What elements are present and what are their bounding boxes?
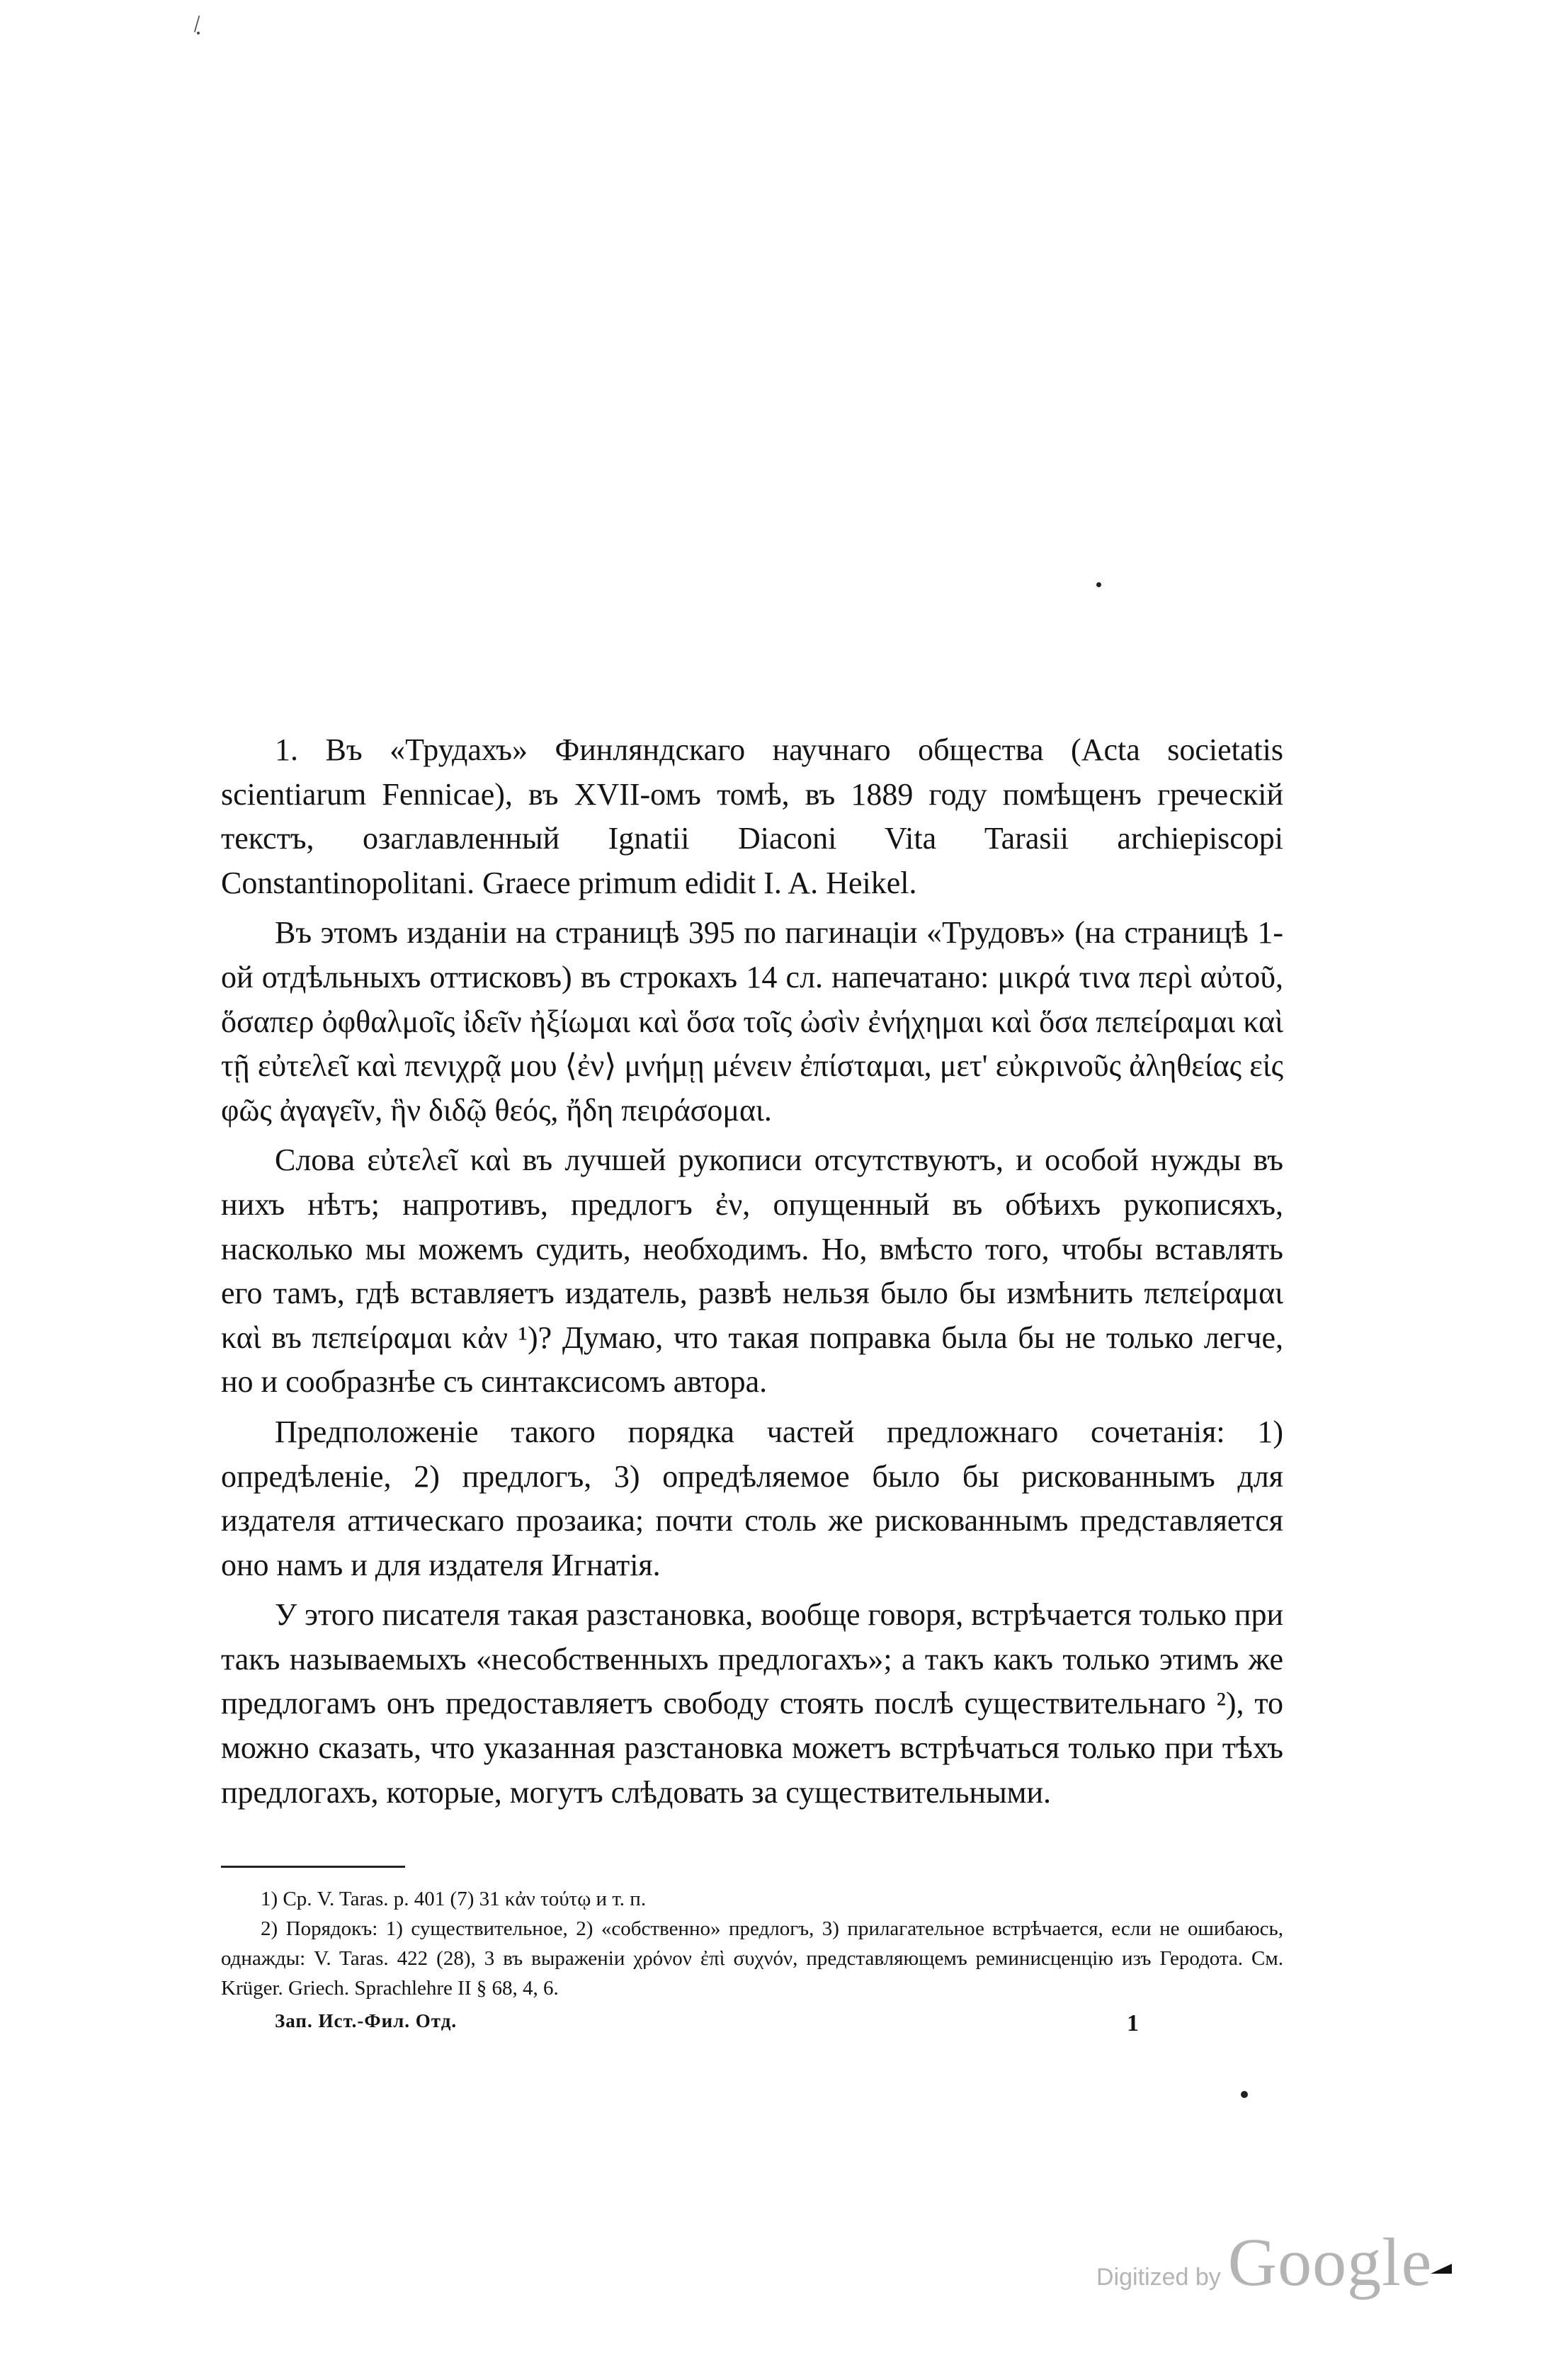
paragraph-3: Слова εὐτελεῖ καὶ въ лучшей рукописи отсутствуютъ, и особой нужды въ нихъ нѣтъ; напротивъ, предлогъ ἐν, опущенный въ обѣихъ рукописяхъ, насколько мы можемъ судить, необходимъ. Но, вмѣсто того, чтобы вставлять его тамъ, гдѣ вставляетъ издатель, развѣ нельзя было бы измѣнить πεπείραμαι καὶ въ πεπείραμαι κἀν ¹)? Думаю, что такая поправка была бы не только легче, но и сообразнѣе съ синтаксисомъ автора. [221, 1143, 1283, 1400]
scan-speck [1241, 2091, 1248, 2098]
signature-label: Зап. Ист.-Фил. Отд. [275, 2010, 458, 2031]
google-logo: Google [1227, 2224, 1433, 2300]
watermark-prefix: Digitized by [1096, 2264, 1221, 2291]
digitized-watermark [1096, 2223, 1432, 2301]
signature-line [275, 2010, 1139, 2037]
paragraph-2: Въ этомъ изданіи на страницѣ 395 по пагинаціи «Трудовъ» (на страницѣ 1-ой отдѣльныхъ оттисковъ) въ строкахъ 14 сл. напечатано: μικρά τινα περὶ αὐτοῦ, ὅσαπερ ὀφθαλμοῖς ἰδεῖν ἠξίωμαι καὶ ὅσα τοῖς ὠσὶν ἐνήχημαι καὶ ὅσα πεπείραμαι καὶ τῇ εὐτελεῖ καὶ πενιχρᾷ μου ⟨ἐν⟩ μνήμῃ μένειν ἐπίσταμαι, μετ' εὐκρινοῦς ἀληθείας εἰς φῶς ἀγαγεῖν, ἣν διδῷ θεός, ἤδη πειράσομαι. [221, 915, 1283, 1128]
scan-speck [1096, 582, 1101, 587]
footnote-divider [221, 1866, 405, 1868]
paragraph-5: У этого писателя такая разстановка, вообще говоря, встрѣчается только при такъ называемыхъ «несобственныхъ предлогахъ»; а такъ какъ только этимъ же предлогамъ онъ предоставляетъ свободу стоять послѣ существительнаго ²), то можно сказать, что указанная разстановка можетъ встрѣчаться только при тѣхъ предлогахъ, которые, могутъ слѣдовать за существительными. [221, 1597, 1283, 1810]
footnotes [221, 1884, 1283, 2003]
paragraph-4: Предположеніе такого порядка частей предложнаго сочетанія: 1) опредѣленіе, 2) предлогъ, 3) опредѣляемое было бы рискованнымъ для издателя аттическаго прозаика; почти столь же рискованнымъ представляется оно намъ и для издателя Игнатія. [221, 1414, 1283, 1582]
body-text [221, 728, 1283, 1820]
scan-corner-mark: \. [186, 11, 212, 40]
paragraph-1: 1. Въ «Трудахъ» Финляндскаго научнаго общества (Acta societatis scientiarum Fennicae), въ XVII-омъ томѣ, въ 1889 году помѣщенъ греческій текстъ, озаглавленный Ignatii Diaconi Vita Tarasii archiepiscopi Constantinopolitani. Graece primum edidit I. A. Heikel. [221, 732, 1283, 900]
footnote-1: 1) Ср. V. Taras. p. 401 (7) 31 κἀν τούτῳ и т. п. [261, 1888, 647, 1910]
footnote-2: 2) Порядокъ: 1) существительное, 2) «собственно» предлогъ, 3) прилагательное встрѣчается, если не ошибаюсь, однажды: V. Taras. 422 (28), 3 въ выраженіи χρόνον ἐπὶ συχνόν, представляющемъ реминисценцію изъ Геродота. См. Krüger. Griech. Sprachlehre II § 68, 4, 6. [221, 1917, 1283, 2000]
signature-number: 1 [1127, 2010, 1139, 2036]
corner-arrow-icon [1431, 2264, 1452, 2274]
